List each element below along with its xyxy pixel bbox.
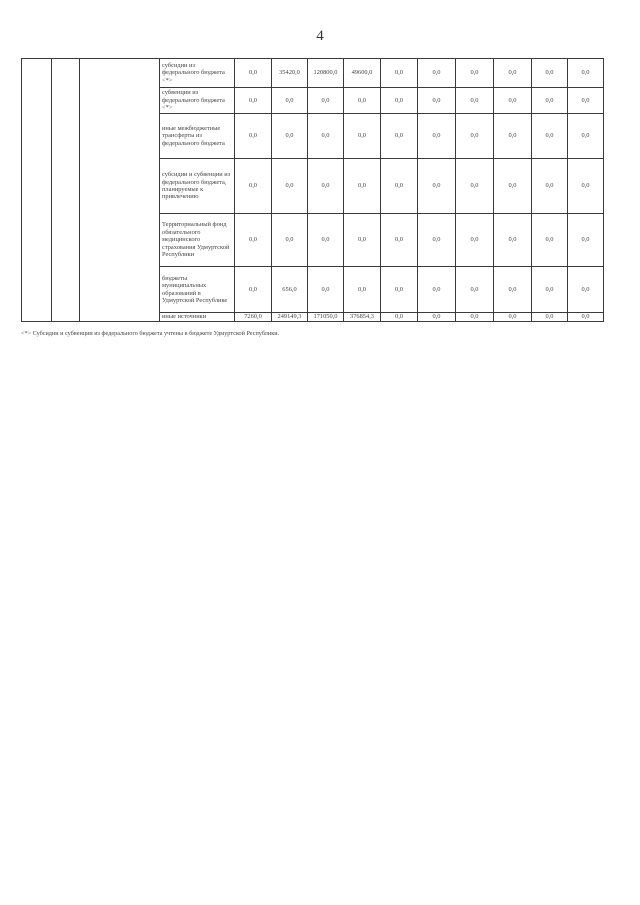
value-cell: 0,0 xyxy=(568,88,604,114)
value-cell: 0,0 xyxy=(381,159,418,214)
footnote: <*> Субсидии и субвенции из федерального бюджета учтены в бюджете Удмуртской Республики. xyxy=(21,330,280,337)
value-cell: 0,0 xyxy=(456,159,494,214)
value-cell: 0,0 xyxy=(456,313,494,322)
value-cell: 7260,0 xyxy=(235,313,272,322)
source-cell: иные межбюджетные трансферты из федерального бюджета xyxy=(160,114,235,159)
value-cell: 0,0 xyxy=(235,214,272,267)
value-cell: 0,0 xyxy=(418,313,456,322)
source-cell: субвенции из федерального бюджета <*> xyxy=(160,88,235,114)
value-cell: 0,0 xyxy=(568,313,604,322)
value-cell: 0,0 xyxy=(381,59,418,88)
value-cell: 0,0 xyxy=(418,114,456,159)
value-cell: 0,0 xyxy=(532,313,568,322)
value-cell: 0,0 xyxy=(418,159,456,214)
source-cell: бюджеты муниципальных образований в Удмуртской Республике xyxy=(160,267,235,313)
value-cell: 120800,0 xyxy=(308,59,344,88)
value-cell: 0,0 xyxy=(568,59,604,88)
value-cell: 35420,0 xyxy=(272,59,308,88)
value-cell: 0,0 xyxy=(308,88,344,114)
value-cell: 0,0 xyxy=(344,159,381,214)
value-cell: 49600,0 xyxy=(344,59,381,88)
value-cell: 0,0 xyxy=(456,214,494,267)
value-cell: 0,0 xyxy=(381,267,418,313)
value-cell: 0,0 xyxy=(418,267,456,313)
page-number: 4 xyxy=(316,28,324,44)
source-cell: иные источники xyxy=(160,313,235,322)
empty-cell xyxy=(22,59,52,322)
value-cell: 0,0 xyxy=(344,114,381,159)
value-cell: 0,0 xyxy=(272,88,308,114)
value-cell: 0,0 xyxy=(532,267,568,313)
value-cell: 0,0 xyxy=(418,88,456,114)
value-cell: 0,0 xyxy=(568,267,604,313)
value-cell: 656,0 xyxy=(272,267,308,313)
table-row xyxy=(22,59,604,88)
value-cell: 0,0 xyxy=(272,214,308,267)
value-cell: 0,0 xyxy=(532,88,568,114)
value-cell: 0,0 xyxy=(235,59,272,88)
value-cell: 0,0 xyxy=(456,267,494,313)
value-cell: 0,0 xyxy=(272,159,308,214)
value-cell: 0,0 xyxy=(381,313,418,322)
empty-cell xyxy=(80,59,160,322)
value-cell: 0,0 xyxy=(418,214,456,267)
source-cell: Территориальный фонд обязательного медицинского страхования Удмуртской Республики xyxy=(160,214,235,267)
value-cell: 0,0 xyxy=(494,159,532,214)
value-cell: 0,0 xyxy=(235,267,272,313)
value-cell: 0,0 xyxy=(568,159,604,214)
financing-table xyxy=(21,58,604,322)
value-cell: 0,0 xyxy=(532,214,568,267)
value-cell: 0,0 xyxy=(235,159,272,214)
value-cell: 0,0 xyxy=(494,59,532,88)
value-cell: 0,0 xyxy=(344,88,381,114)
value-cell: 0,0 xyxy=(235,114,272,159)
value-cell: 0,0 xyxy=(344,214,381,267)
source-cell: субсидии из федерального бюджета <*> xyxy=(160,59,235,88)
value-cell: 0,0 xyxy=(456,88,494,114)
value-cell: 171050,0 xyxy=(308,313,344,322)
value-cell: 249149,3 xyxy=(272,313,308,322)
value-cell: 0,0 xyxy=(308,267,344,313)
value-cell: 0,0 xyxy=(344,267,381,313)
value-cell: 0,0 xyxy=(494,214,532,267)
value-cell: 0,0 xyxy=(532,59,568,88)
value-cell: 0,0 xyxy=(532,114,568,159)
source-cell: субсидии и субвенции из федерального бюджета, планируемые к привлечению xyxy=(160,159,235,214)
value-cell: 0,0 xyxy=(308,159,344,214)
value-cell: 0,0 xyxy=(418,59,456,88)
value-cell: 0,0 xyxy=(532,159,568,214)
value-cell: 0,0 xyxy=(494,88,532,114)
value-cell: 0,0 xyxy=(272,114,308,159)
value-cell: 0,0 xyxy=(381,114,418,159)
value-cell: 0,0 xyxy=(235,88,272,114)
value-cell: 0,0 xyxy=(308,114,344,159)
value-cell: 0,0 xyxy=(456,114,494,159)
value-cell: 0,0 xyxy=(308,214,344,267)
value-cell: 0,0 xyxy=(494,114,532,159)
value-cell: 376854,3 xyxy=(344,313,381,322)
value-cell: 0,0 xyxy=(456,59,494,88)
value-cell: 0,0 xyxy=(494,267,532,313)
value-cell: 0,0 xyxy=(568,114,604,159)
value-cell: 0,0 xyxy=(381,214,418,267)
value-cell: 0,0 xyxy=(568,214,604,267)
empty-cell xyxy=(52,59,80,322)
value-cell: 0,0 xyxy=(381,88,418,114)
value-cell: 0,0 xyxy=(494,313,532,322)
